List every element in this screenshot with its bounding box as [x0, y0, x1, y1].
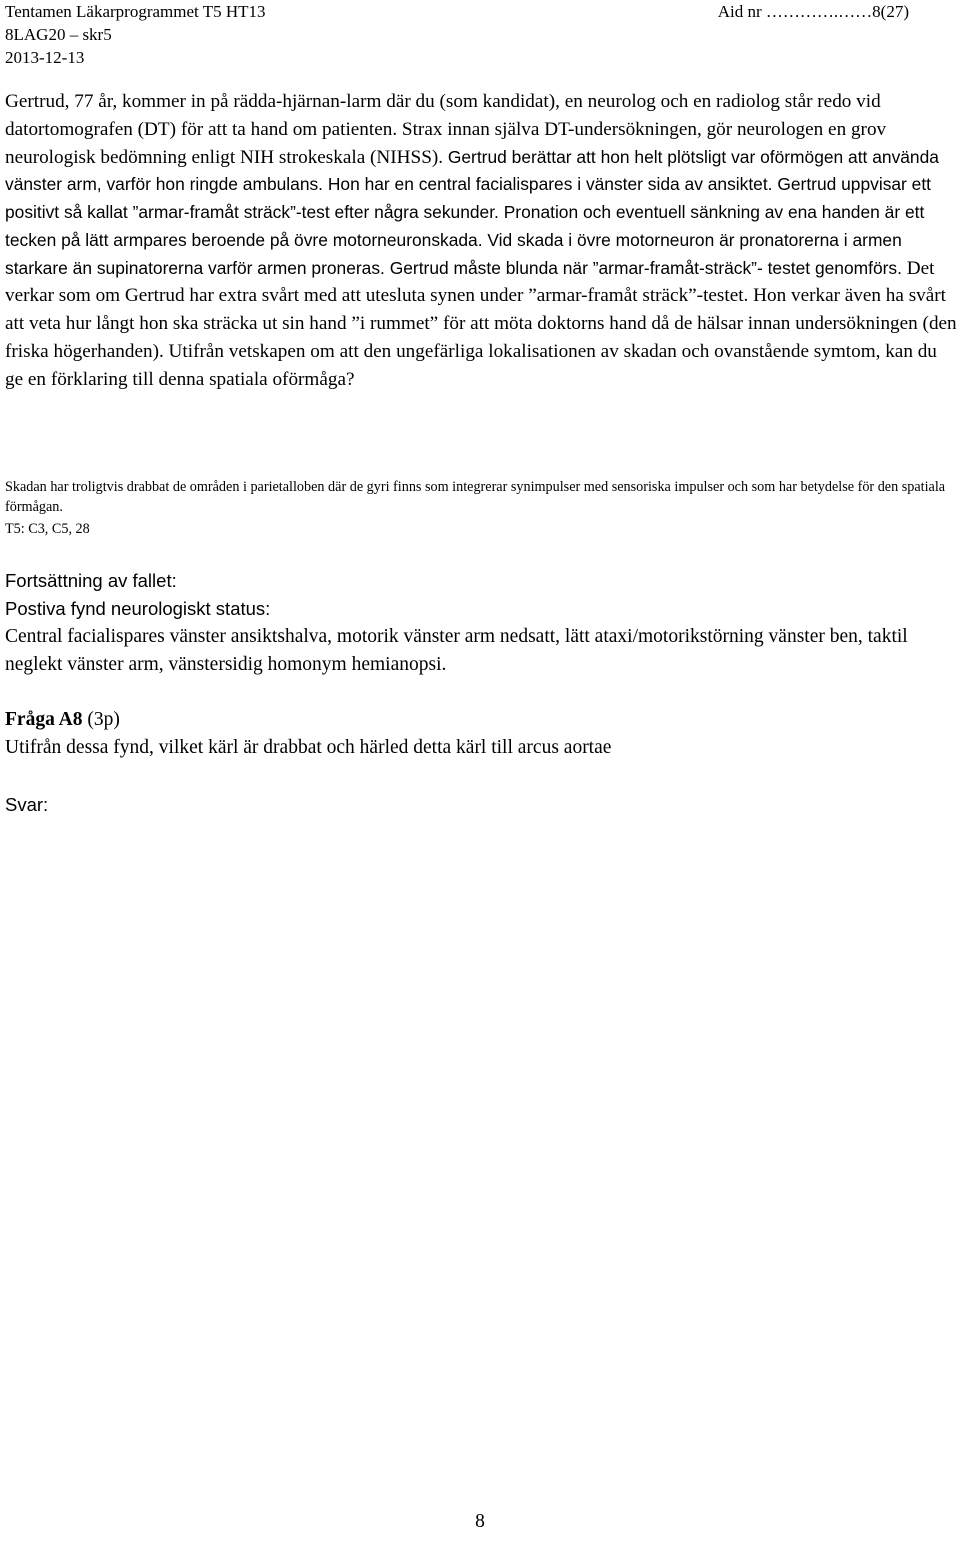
aid-number: Aid nr ………….……8(27)	[717, 2, 909, 21]
status-heading: Postiva fynd neurologiskt status:	[5, 598, 271, 619]
course-code: 8LAG20 – skr5	[5, 25, 112, 44]
case-details: Gertrud berättar att hon helt plötsligt var oförmögen att använda vänster arm, varför hon ringde ambulans. Hon har en central facialispares i vänster sida av ansiktet. Gertrud uppvisar ett positivt så kallat ”armar-framåt sträck”-test efter några sekunder. Pronation och eventuell sänkning av ena handen är ett tecken på lätt armpares beroende på övre motorneuronskada. Vid skada i övre motorneuron är pronatorerna i armen starkare än supinatorerna varför armen proneras. Gertrud måste blunda när ”armar-framåt-sträck”- testet genomförs.	[5, 146, 939, 278]
question-text: Utifrån dessa fynd, vilket kärl är drabbat och härled detta kärl till arcus aortae	[5, 737, 612, 758]
neurological-findings: Central facialispares vänster ansiktshalva, motorik vänster arm nedsatt, lätt ataxi/motorikstörning vänster ben, taktil neglekt vänster arm, vänstersidig homonym hemianopsi.	[5, 626, 908, 675]
case-continuation	[5, 567, 955, 679]
page-header	[5, 0, 955, 69]
question-points: (3p)	[87, 709, 120, 730]
continuation-heading: Fortsättning av fallet:	[5, 570, 177, 591]
case-description	[5, 88, 957, 393]
reference: T5: C3, C5, 28	[5, 521, 90, 537]
page-number: 8	[475, 1511, 485, 1532]
case-question: Det verkar som om Gertrud har extra svårt med att utesluta synen under ”armar-framåt sträck”-testet. Hon verkar även ha svårt att veta hur långt hon ska sträcka ut sin hand ”i rummet” för att möta doktorns hand då de hälsar innan undersökningen (den friska högerhanden). Utifrån vetskapen om att den ungefärliga lokalisationen av skadan och ovanstående symtom, kan du ge en förklaring till denna spatiala oförmåga?	[5, 257, 957, 390]
question-label: Fråga A8	[5, 709, 83, 730]
question-a8	[5, 706, 955, 762]
exam-date: 2013-12-13	[5, 48, 85, 67]
answer-label: Svar:	[5, 794, 49, 815]
answer-note: Skadan har troligtvis drabbat de områden i parietalloben där de gyri finns som integrerar synimpulser med sensoriska impulser och som har betydelse för den spatiala förmågan.	[5, 479, 946, 515]
exam-title: Tentamen Läkarprogrammet T5 HT13	[5, 2, 266, 21]
case-intro: Gertrud, 77 år, kommer in på rädda-hjärnan-larm där du (som kandidat), en neurolog och en radiolog står redo vid datortomografen (DT) för att ta hand om patienten. Strax innan själva DT-undersökningen, gör neurologen en grov neurologisk bedömning enligt NIH strokeskala (NIHSS).	[5, 91, 887, 168]
